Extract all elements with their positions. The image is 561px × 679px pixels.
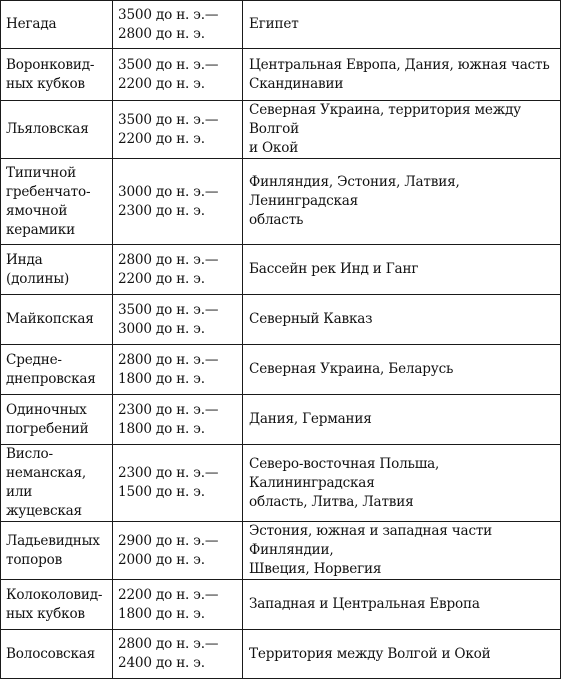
table-row: [1, 295, 561, 345]
region-cell: Северная Украина, Беларусь: [243, 345, 561, 395]
culture-name-cell: Ладьевидных топоров: [1, 522, 113, 580]
culture-name-cell: Майкопская: [1, 295, 113, 345]
table-row: [1, 245, 561, 295]
region-cell: Северный Кавказ: [243, 295, 561, 345]
region-cell: Северная Украина, территория между Волгой и Окой: [243, 101, 561, 159]
period-cell: 2200 до н. э.— 1800 до н. э.: [113, 580, 243, 630]
period-cell: 2300 до н. э.— 1500 до н. э.: [113, 445, 243, 522]
region-cell: Северо-восточная Польша, Калининградская область, Литва, Латвия: [243, 445, 561, 522]
region-cell: Центральная Европа, Дания, южная часть Скандинавии: [243, 49, 561, 101]
culture-name-cell: Инда (долины): [1, 245, 113, 295]
period-cell: 3500 до н. э.— 2800 до н. э.: [113, 1, 243, 49]
culture-name-cell: Негада: [1, 1, 113, 49]
table-row: [1, 395, 561, 445]
culture-name-cell: Висло- неманская, или жуцевская: [1, 445, 113, 522]
culture-name-cell: Одиночных погребений: [1, 395, 113, 445]
culture-name-cell: Колоколовид- ных кубков: [1, 580, 113, 630]
table-body: [1, 1, 561, 679]
period-cell: 2800 до н. э.— 1800 до н. э.: [113, 345, 243, 395]
region-cell: Западная и Центральная Европа: [243, 580, 561, 630]
table-row: [1, 630, 561, 679]
period-cell: 2800 до н. э.— 2200 до н. э.: [113, 245, 243, 295]
period-cell: 2800 до н. э.— 2400 до н. э.: [113, 630, 243, 679]
period-cell: 3500 до н. э.— 2200 до н. э.: [113, 101, 243, 159]
region-cell: Египет: [243, 1, 561, 49]
table-row: [1, 345, 561, 395]
region-cell: Территория между Волгой и Окой: [243, 630, 561, 679]
table-row: [1, 580, 561, 630]
period-cell: 3000 до н. э.— 2300 до н. э.: [113, 159, 243, 245]
table-row: [1, 49, 561, 101]
table-row: [1, 1, 561, 49]
region-cell: Финляндия, Эстония, Латвия, Ленинградская область: [243, 159, 561, 245]
culture-name-cell: Льяловская: [1, 101, 113, 159]
culture-name-cell: Волосовская: [1, 630, 113, 679]
table-row: [1, 522, 561, 580]
period-cell: 2300 до н. э.— 1800 до н. э.: [113, 395, 243, 445]
region-cell: Дания, Германия: [243, 395, 561, 445]
region-cell: Эстония, южная и западная части Финляндии, Швеция, Норвегия: [243, 522, 561, 580]
region-cell: Бассейн рек Инд и Ганг: [243, 245, 561, 295]
culture-name-cell: Средне- днепровская: [1, 345, 113, 395]
period-cell: 3500 до н. э.— 2200 до н. э.: [113, 49, 243, 101]
table-row: [1, 445, 561, 522]
culture-name-cell: Типичной гребенчато- ямочной керамики: [1, 159, 113, 245]
period-cell: 2900 до н. э.— 2000 до н. э.: [113, 522, 243, 580]
culture-name-cell: Воронковид- ных кубков: [1, 49, 113, 101]
table-row: [1, 159, 561, 245]
table-row: [1, 101, 561, 159]
period-cell: 3500 до н. э.— 3000 до н. э.: [113, 295, 243, 345]
